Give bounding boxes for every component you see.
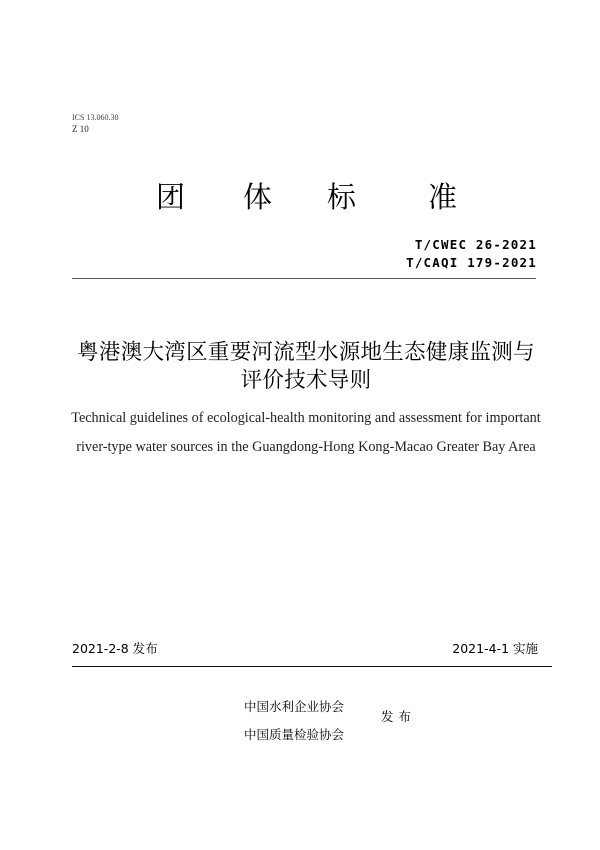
english-title-line: Technical guidelines of ecological-health monitoring and assessment for important: [71, 410, 541, 426]
header-divider: [72, 278, 536, 279]
chinese-title: [0, 339, 600, 395]
english-title-line: river-type water sources in the Guangdong-Hong Kong-Macao Greater Bay Area: [76, 439, 536, 455]
standard-type-heading: [0, 180, 600, 214]
chinese-title-line: 粤港澳大湾区重要河流型水源地生态健康监测与: [77, 340, 535, 365]
chinese-title-line: 评价技术导则: [240, 368, 372, 393]
english-title: [0, 404, 600, 462]
publish-date: 2021-2-8 发布: [72, 641, 158, 656]
footer-divider: [72, 666, 552, 667]
ics-code: ICS 13.060.30: [72, 113, 119, 122]
standard-type-char: 标: [327, 180, 357, 214]
publish-label: 发布: [381, 709, 417, 724]
publisher-org: 中国质量检验协会: [244, 727, 345, 742]
standard-type-char: 团: [156, 180, 186, 214]
publisher-org: 中国水利企业协会: [244, 699, 345, 714]
publisher-list: [244, 693, 344, 749]
standard-type-char: 体: [243, 180, 273, 214]
standard-code: T/CWEC 26-2021: [414, 237, 537, 252]
standard-code: T/CAQI 179-2021: [406, 255, 537, 270]
standard-codes: [406, 236, 537, 272]
standard-type-char: 准: [428, 180, 458, 214]
ccs-code: Z 10: [72, 124, 89, 134]
implementation-date: 2021-4-1 实施: [452, 641, 538, 656]
